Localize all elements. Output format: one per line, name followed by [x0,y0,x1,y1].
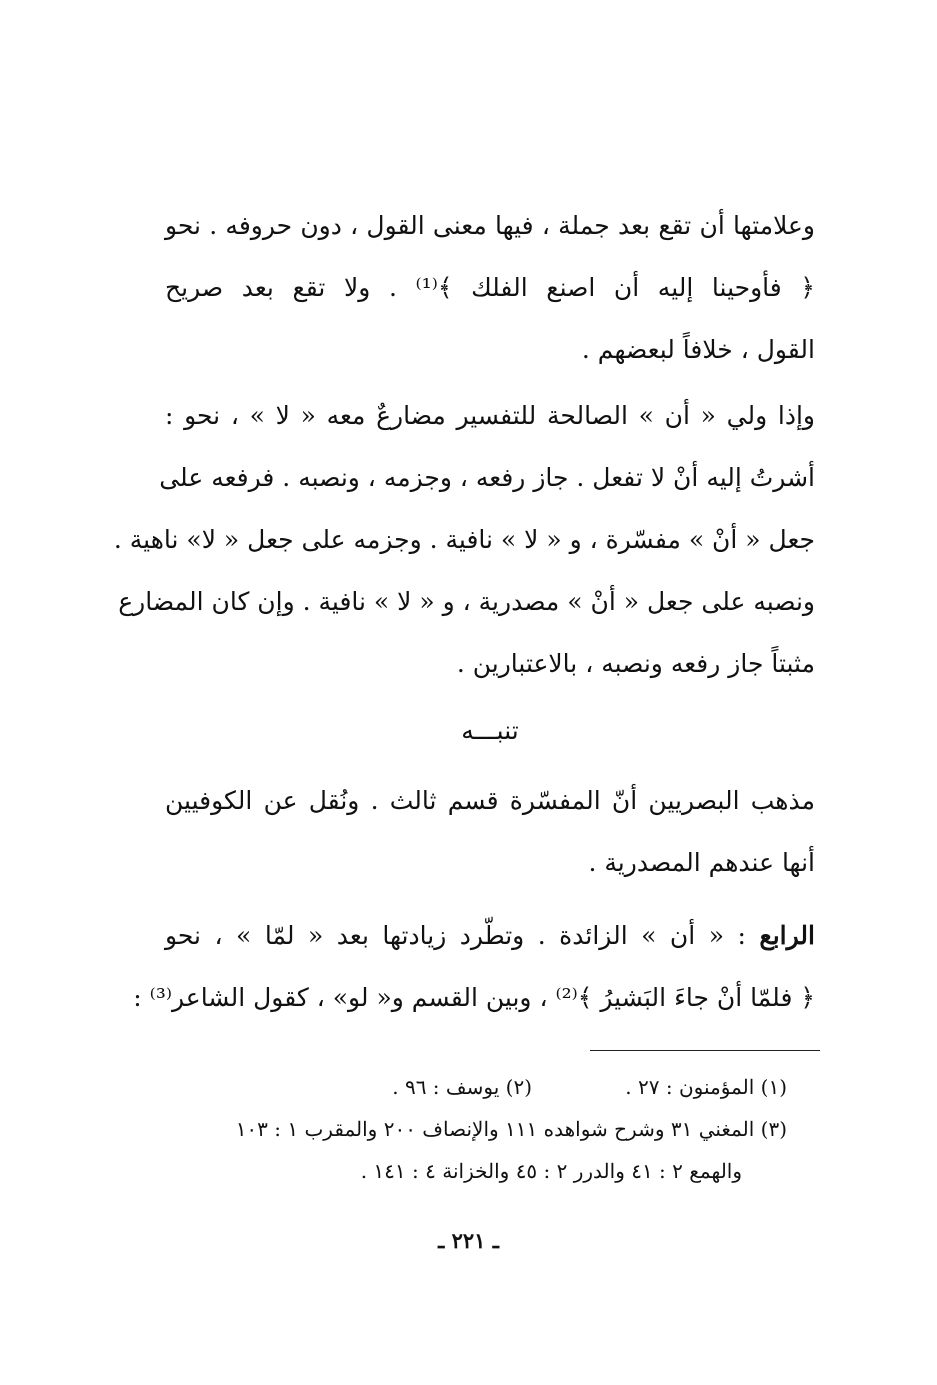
paragraph-line-text: : « أن » الزائدة . وتطّرد زيادتها بعد « لمّا » ، نحو [165,921,760,950]
paragraph-line [165,905,815,967]
paragraph-line: وعلامتها أن تقع بعد جملة ، فيها معنى القول ، دون حروفه . نحو [165,211,815,240]
paragraph-line: القول ، خلافاً لبعضهم . [581,335,815,364]
term-fourth: الرابع [759,921,815,950]
footnote-1: (١) المؤمنون : ٢٧ . [625,1075,787,1099]
footnote-3-line-2: والهمع ٢ : ٤١ والدرر ٢ : ٤٥ والخزانة ٤ : ١٤١ . [360,1159,742,1183]
paragraph-line: ﴿ فأوحينا إليه أن اصنع الفلك ﴾⁽¹⁾ . ولا تقع بعد صريح [165,273,815,302]
paragraph-mudari-after-an [113,385,815,695]
paragraph-line: مذهب البصريين أنّ المفسّرة قسم ثالث . ونُقل عن الكوفيين [165,786,815,815]
paragraph-line: جعل « أنْ » مفسّرة ، و « لا » نافية . وجزمه على جعل « لا» ناهية . [113,525,815,554]
section-heading-notice: تنبـــه [461,716,519,745]
paragraph-notice [165,770,815,894]
paragraph-fourth-type [133,905,815,1029]
footnote-3-line-1: (٣) المغني ٣١ وشرح شواهده ١١١ والإنصاف ٢٠٠ والمقرب ١ : ١٠٣ [235,1117,787,1141]
footnote-2: (٢) يوسف : ٩٦ . [392,1075,532,1099]
paragraph-signs-of-explanatory-an [165,195,815,381]
paragraph-line: أشرتُ إليه أنْ لا تفعل . جاز رفعه ، وجزمه ، ونصبه . فرفعه على [159,463,815,492]
paragraph-line: وإذا ولي « أن » الصالحة للتفسير مضارعٌ معه « لا » ، نحو : [165,401,815,430]
paragraph-line: ﴿ فلمّا أنْ جاءَ البَشيرُ ﴾⁽²⁾ ، وبين القسم و« لو» ، كقول الشاعر⁽³⁾ : [133,983,815,1012]
paragraph-line: ونصبه على جعل « أنْ » مصدرية ، و « لا » نافية . وإن كان المضارع [118,587,815,616]
paragraph-line: أنها عندهم المصدرية . [588,848,815,877]
page-number: ـ ٢٢١ ـ [438,1228,499,1253]
paragraph-line: مثبتاً جاز رفعه ونصبه ، بالاعتبارين . [456,649,815,678]
footnote-separator [590,1050,820,1051]
